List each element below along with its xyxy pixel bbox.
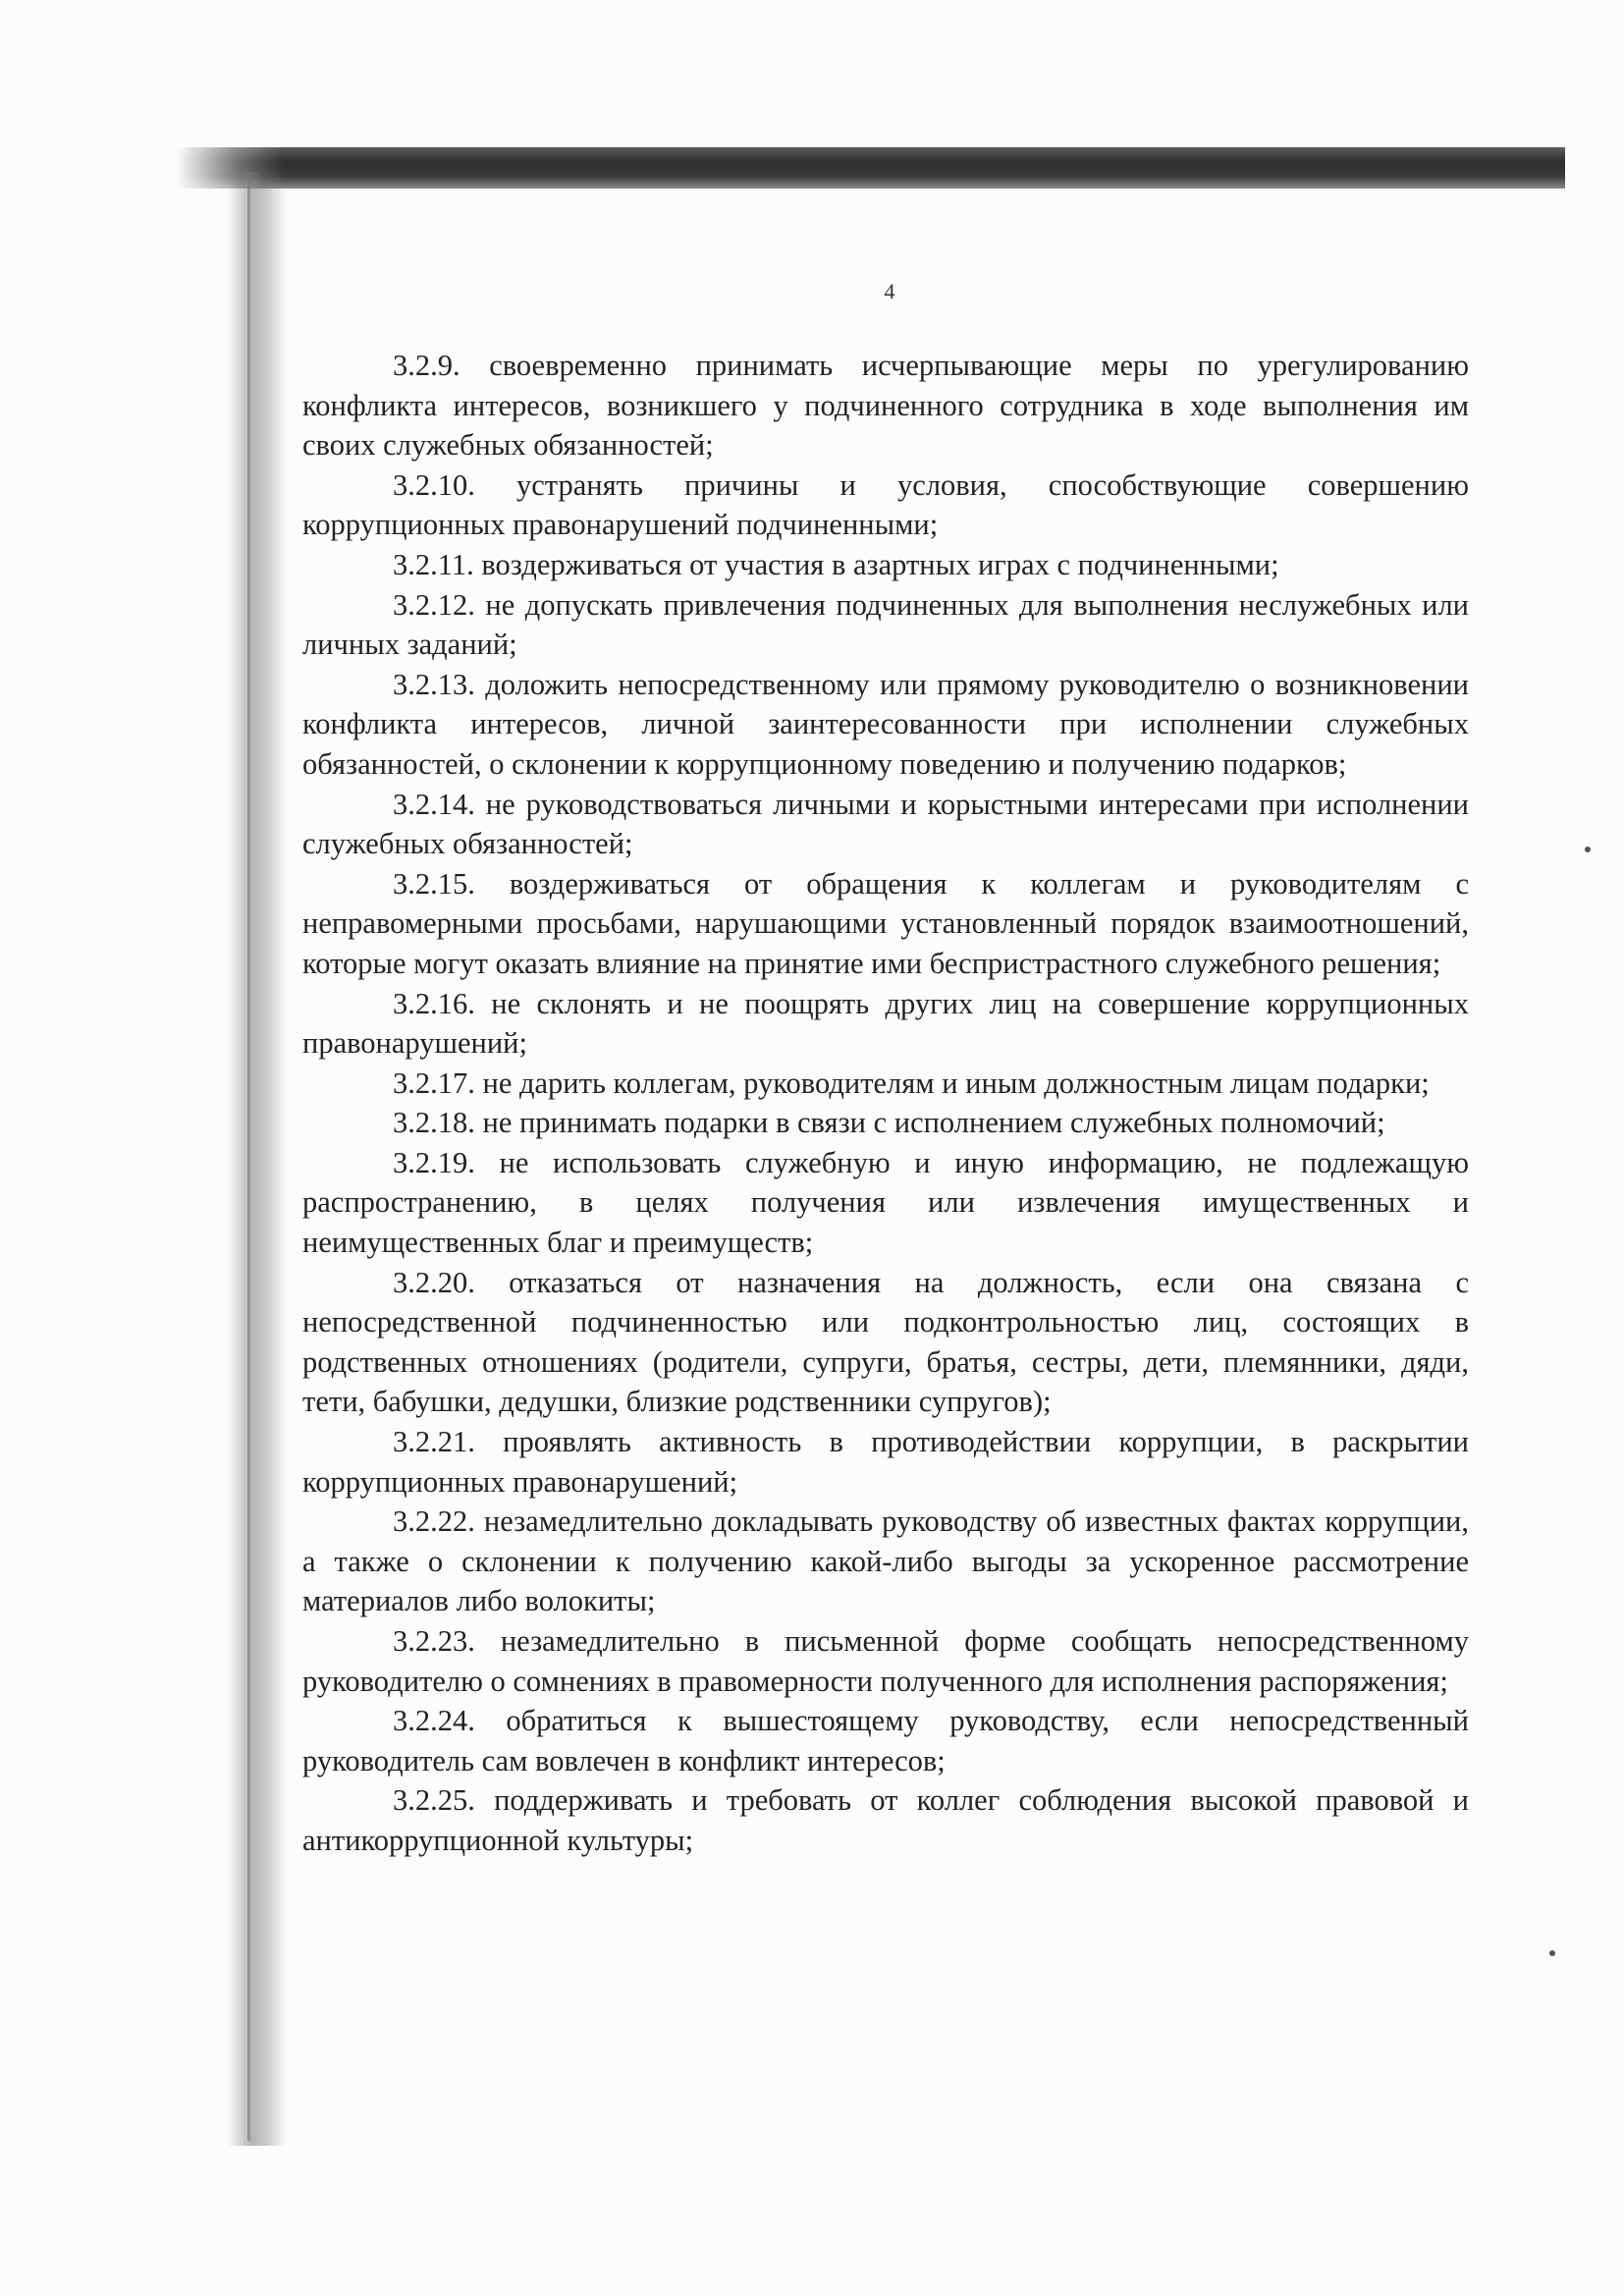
page-number: 4 <box>884 279 895 303</box>
scan-speck <box>1585 847 1591 852</box>
clause-3-2-20: 3.2.20. отказаться от назначения на должность, если она связана с непосредственной подчиненностью или подконтрольностью лиц, состоящих в родственных отношениях (родители, супруги, братья, сестры, дети, племянники, дяди, тети, бабушки, дедушки, близкие родственники супругов); <box>302 1265 1469 1419</box>
clause-3-2-16: 3.2.16. не склонять и не поощрять других лиц на совершение коррупционных правонарушений; <box>302 986 1469 1061</box>
clause-3-2-12: 3.2.12. не допускать привлечения подчиненных для выполнения неслужебных или личных заданий; <box>302 587 1469 662</box>
clause-3-2-21: 3.2.21. проявлять активность в противодействии коррупции, в раскрытии коррупционных правонарушений; <box>302 1425 1469 1499</box>
clause-3-2-10: 3.2.10. устранять причины и условия, способствующие совершению коррупционных правонарушений подчиненными; <box>302 467 1469 542</box>
clause-3-2-18: 3.2.18. не принимать подарки в связи с исполнением служебных полномочий; <box>393 1106 1385 1140</box>
clause-3-2-13: 3.2.13. доложить непосредственному или прямому руководителю о возникновении конфликта интересов, личной заинтересованности при исполнении служебных обязанностей, о склонении к коррупционному поведению и получению подарков; <box>302 667 1469 781</box>
clause-3-2-15: 3.2.15. воздерживаться от обращения к коллегам и руководителям с неправомерными просьбами, нарушающими установленный порядок взаимоотношений, которые могут оказать влияние на принятие ими беспристрастного служебного решения; <box>302 866 1469 980</box>
clause-3-2-19: 3.2.19. не использовать служебную и иную информацию, не подлежащую распространению, в целях получения или извлечения имущественных и неимущественных благ и преимуществ; <box>302 1145 1469 1260</box>
clause-3-2-22: 3.2.22. незамедлительно докладывать руководству об известных фактах коррупции, а также о склонении к получению какой-либо выгоды за ускоренное рассмотрение материалов либо волокиты; <box>302 1504 1469 1618</box>
clause-3-2-17: 3.2.17. не дарить коллегам, руководителям и иным должностным лицам подарки; <box>393 1066 1430 1100</box>
clause-3-2-14: 3.2.14. не руководствоваться личными и корыстными интересами при исполнении служебных обязанностей; <box>302 787 1469 861</box>
clause-3-2-11: 3.2.11. воздерживаться от участия в азартных играх с подчиненными; <box>393 547 1279 581</box>
clause-3-2-9: 3.2.9. своевременно принимать исчерпывающие меры по урегулированию конфликта интересов, возникшего у подчиненного сотрудника в ходе выполнения им своих служебных обязанностей; <box>302 349 1469 463</box>
copier-shadow-band <box>175 147 1565 189</box>
sheet-left-edge-shadow <box>228 172 287 2146</box>
clause-3-2-25: 3.2.25. поддерживать и требовать от коллег соблюдения высокой правовой и антикоррупционной культуры; <box>302 1783 1469 1857</box>
scan-speck <box>1549 1950 1555 1956</box>
clause-3-2-24: 3.2.24. обратиться к вышестоящему руководству, если непосредственный руководитель сам вовлечен в конфликт интересов; <box>302 1704 1469 1777</box>
document-body <box>302 346 1469 1861</box>
clause-3-2-23: 3.2.23. незамедлительно в письменной форме сообщать непосредственному руководителю о сомнениях в правомерности полученного для исполнения распоряжения; <box>302 1624 1469 1698</box>
sheet-left-edge-line <box>247 177 250 2141</box>
